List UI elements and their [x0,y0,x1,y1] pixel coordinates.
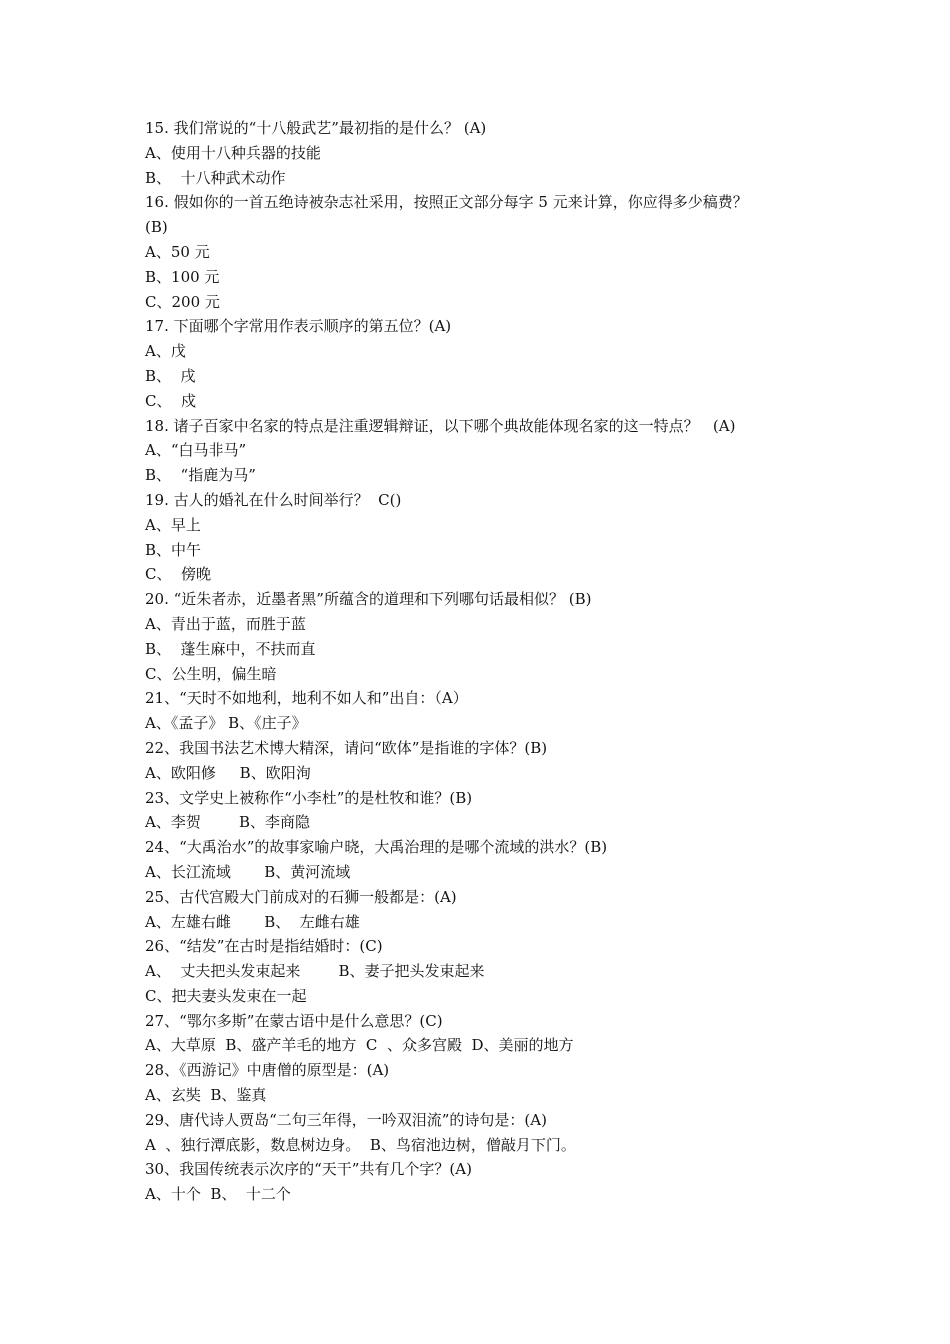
option-line: A、《孟子》 B、《庄子》 [145,714,307,733]
question-19: 19. 古人的婚礼在什么时间举行？ C() [145,490,402,509]
option-line: A、左雄右雌 B、 左雌右雄 [145,912,360,931]
option-line: B、中午 [145,540,202,559]
question-29: 29、唐代诗人贾岛“二句三年得，一吟双泪流”的诗句是：(A) [145,1110,547,1129]
option-line: A、50 元 [145,242,210,261]
question-22: 22、我国书法艺术博大精深，请问“欧体”是指谁的字体？(B) [145,738,548,757]
question-20: 20. “近朱者赤，近墨者黑”所蕴含的道理和下列哪句话最相似？ (B) [145,590,592,609]
option-line: B、 十八种武术动作 [145,168,286,187]
option-line: A、李贺 B、李商隐 [145,813,311,832]
option-line: A、长江流域 B、黄河流域 [145,862,351,881]
option-line: C、把夫妻头发束在一起 [145,986,307,1005]
option-line: A、戊 [145,342,186,361]
option-line: A、早上 [145,515,201,534]
option-line: C、 傍晚 [145,565,212,584]
option-line: A、玄奘 B、鉴真 [145,1086,267,1105]
option-line: A、“白马非马” [145,441,247,460]
question-28: 28、《西游记》中唐僧的原型是：(A) [145,1061,390,1080]
option-line: C、200 元 [145,292,220,311]
question-23: 23、文学史上被称作“小李杜”的是杜牧和谁？(B) [145,788,473,807]
question-16: 16. 假如你的一首五绝诗被杂志社采用，按照正文部分每字 5 元来计算，你应得多少稿费？ [145,193,748,212]
question-25: 25、古代宫殿大门前成对的石狮一般都是：(A) [145,887,457,906]
option-line: A、十个 B、 十二个 [145,1185,291,1204]
option-line: A、青出于蓝，而胜于蓝 [145,614,306,633]
question-21: 21、“天时不如地利，地利不如人和”出自：（A） [145,689,468,708]
option-line: A、大草原 B、盛产羊毛的地方 C 、众多宫殿 D、美丽的地方 [145,1036,574,1055]
question-18: 18. 诸子百家中名家的特点是注重逻辑辩证，以下哪个典故能体现名家的这一特点？ (A) [145,416,736,435]
question-26: 26、“结发”在古时是指结婚时：(C) [145,937,383,956]
option-line: A、欧阳修 B、欧阳洵 [145,763,311,782]
question-17: 17. 下面哪个字常用作表示顺序的第五位？(A) [145,317,452,336]
option-line: C、 戍 [145,391,197,410]
option-line: A、 丈夫把头发束起来 B、妻子把头发束起来 [145,962,485,981]
option-line: B、100 元 [145,267,220,286]
option-line: A 、独行潭底影，数息树边身。 B、鸟宿池边树，僧敲月下门。 [145,1135,576,1154]
option-line: C、公生明，偏生暗 [145,664,277,683]
quiz-document [145,116,825,1207]
question-27: 27、“鄂尔多斯”在蒙古语中是什么意思？(C) [145,1011,443,1030]
option-line: B、 “指鹿为马” [145,466,256,485]
answer-line: (B) [145,218,168,237]
question-15: 15. 我们常说的“十八般武艺”最初指的是什么？ (A) [145,119,487,137]
option-line: B、 戌 [145,366,196,385]
question-30: 30、我国传统表示次序的“天干”共有几个字？(A) [145,1160,472,1179]
option-line: B、 蓬生麻中，不扶而直 [145,639,316,658]
option-line: A、使用十八种兵器的技能 [145,143,321,162]
question-24: 24、“大禹治水”的故事家喻户晓，大禹治理的是哪个流域的洪水？(B) [145,838,608,857]
